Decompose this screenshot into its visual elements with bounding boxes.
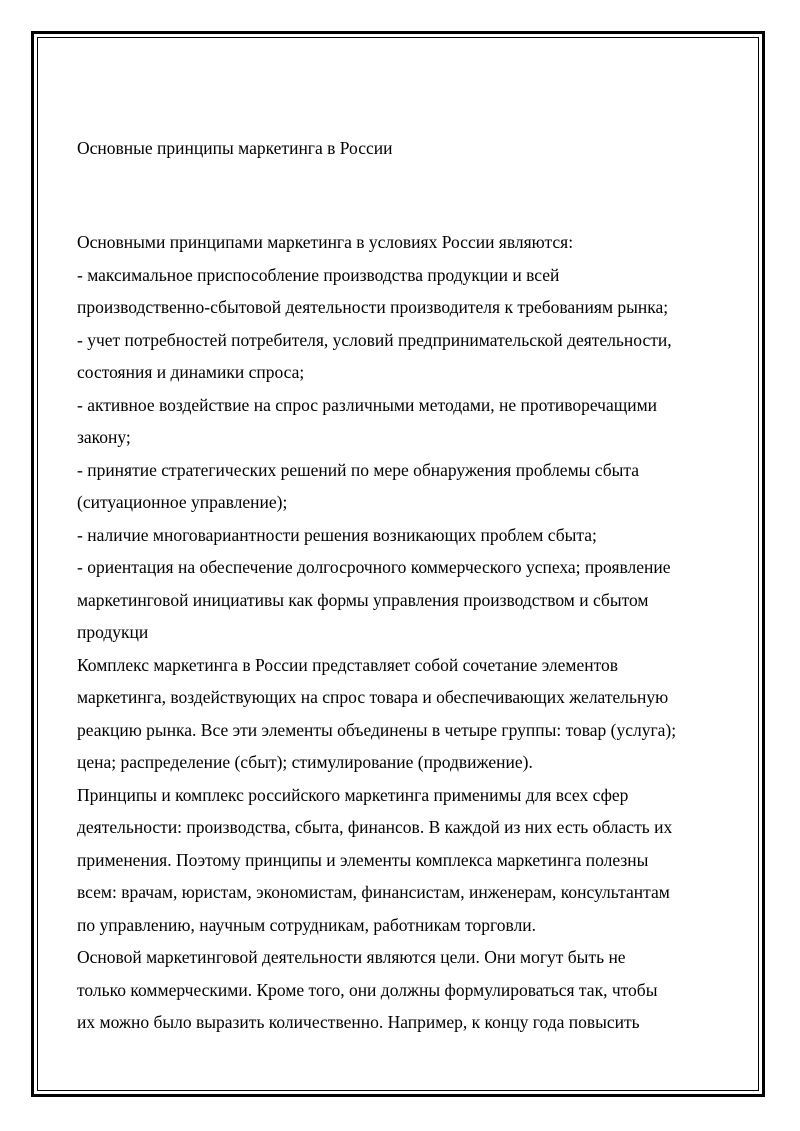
- text-line: Принципы и комплекс российского маркетинга применимы для всех сфер: [77, 784, 629, 805]
- text-line: производственно-сбытовой деятельности производителя к требованиям рынка;: [77, 297, 669, 317]
- text-line: всем: врачам, юристам, экономистам, финансистам, инженерам, консультантам: [77, 882, 670, 902]
- text-line: - ориентация на обеспечение долгосрочного коммерческого успеха; проявление: [77, 557, 671, 577]
- text-line: - учет потребностей потребителя, условий предпринимательской деятельности,: [77, 329, 672, 350]
- text-line: - принятие стратегических решений по мере обнаружения проблемы сбыта: [77, 459, 640, 480]
- text-line: цена; распределение (сбыт); стимулирование (продвижение).: [77, 752, 533, 772]
- document-body: [77, 226, 732, 1039]
- text-line: по управлению, научным сотрудникам, работникам торговли.: [77, 914, 537, 935]
- text-line: Основными принципами маркетинга в условиях России являются:: [77, 232, 574, 252]
- text-line: - наличие многовариантности решения возникающих проблем сбыта;: [77, 524, 597, 545]
- text-line: - активное воздействие на спрос различными методами, не противоречащими: [77, 394, 658, 415]
- text-line: состояния и динамики спроса;: [77, 362, 305, 382]
- text-line: Комплекс маркетинга в России представляет собой сочетание элементов: [77, 654, 619, 675]
- text-line: (ситуационное управление);: [77, 492, 288, 512]
- text-line: только коммерческими. Кроме того, они должны формулироваться так, чтобы: [77, 979, 658, 1000]
- text-line: закону;: [77, 427, 131, 447]
- text-line: деятельности: производства, сбыта, финансов. В каждой из них есть область их: [77, 817, 673, 837]
- text-line: применения. Поэтому принципы и элементы комплекса маркетинга полезны: [77, 849, 649, 870]
- text-line: их можно было выразить количественно. Например, к концу года повысить: [77, 1012, 640, 1032]
- text-line: маркетинга, воздействующих на спрос товара и обеспечивающих желательную: [77, 687, 669, 707]
- document-title: Основные принципы маркетинга в России: [77, 138, 393, 158]
- text-line: - максимальное приспособление производства продукции и всей: [77, 264, 560, 285]
- text-line: реакцию рынка. Все эти элементы объединены в четыре группы: товар (услуга);: [77, 719, 677, 740]
- text-line: продукци: [77, 622, 149, 642]
- text-line: маркетинговой инициативы как формы управления производством и сбытом: [77, 589, 649, 610]
- text-line: Основой маркетинговой деятельности являются цели. Они могут быть не: [77, 947, 626, 967]
